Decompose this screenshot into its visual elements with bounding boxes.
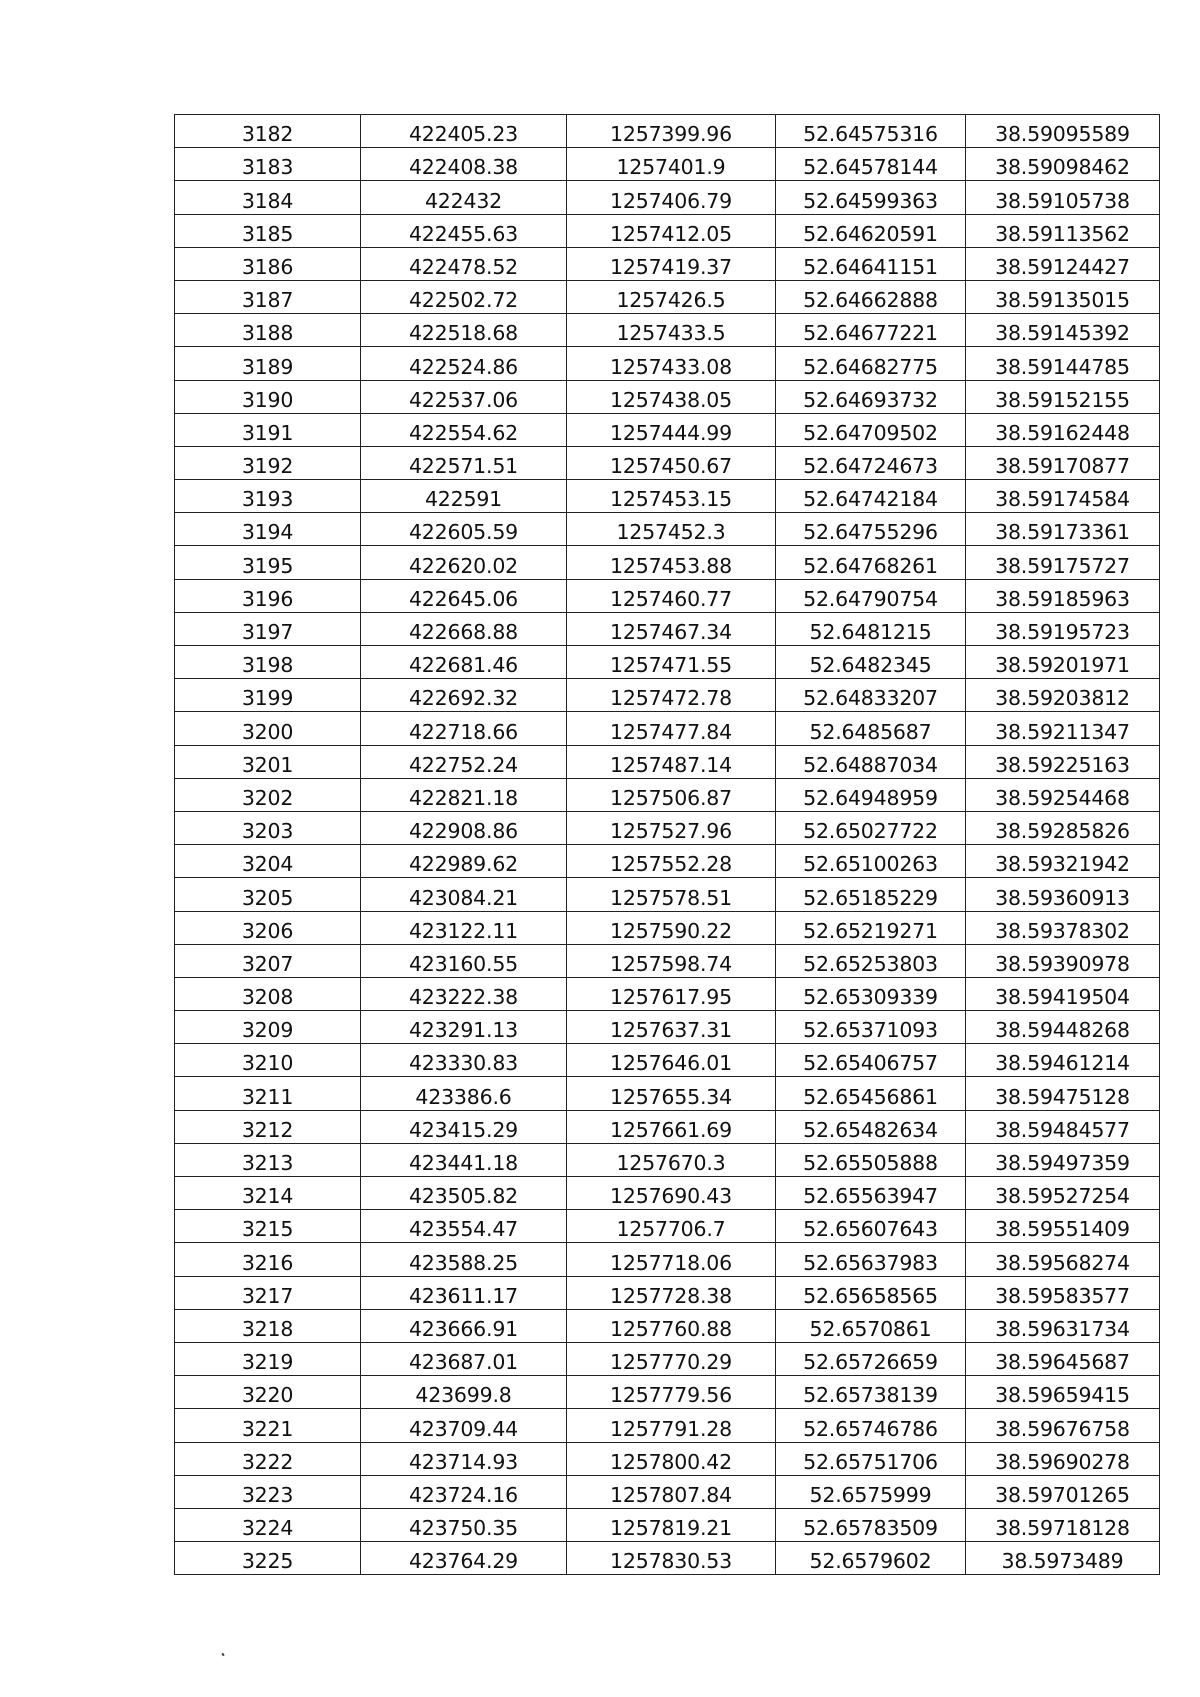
table-row (175, 480, 1160, 513)
y-coordinate-cell: 1257779.56 (567, 1376, 776, 1409)
longitude-cell: 38.59095589 (966, 115, 1160, 148)
table-row (175, 1442, 1160, 1475)
latitude-cell: 52.6570861 (776, 1309, 966, 1342)
y-coordinate-cell: 1257460.77 (567, 579, 776, 612)
y-coordinate-cell: 1257471.55 (567, 646, 776, 679)
table-row (175, 1243, 1160, 1276)
y-coordinate-cell: 1257450.67 (567, 446, 776, 479)
point-number-cell: 3222 (175, 1442, 361, 1475)
y-coordinate-cell: 1257770.29 (567, 1342, 776, 1375)
point-number-cell: 3202 (175, 778, 361, 811)
table-row (175, 811, 1160, 844)
latitude-cell: 52.64768261 (776, 546, 966, 579)
longitude-cell: 38.59174584 (966, 480, 1160, 513)
y-coordinate-cell: 1257433.5 (567, 314, 776, 347)
table-row (175, 181, 1160, 214)
latitude-cell: 52.65783509 (776, 1508, 966, 1541)
point-number-cell: 3220 (175, 1376, 361, 1409)
point-number-cell: 3198 (175, 646, 361, 679)
table-row (175, 712, 1160, 745)
x-coordinate-cell: 423687.01 (361, 1342, 567, 1375)
y-coordinate-cell: 1257706.7 (567, 1210, 776, 1243)
longitude-cell: 38.59254468 (966, 778, 1160, 811)
longitude-cell: 38.59583577 (966, 1276, 1160, 1309)
latitude-cell: 52.65637983 (776, 1243, 966, 1276)
x-coordinate-cell: 422537.06 (361, 380, 567, 413)
point-number-cell: 3187 (175, 280, 361, 313)
longitude-cell: 38.59390978 (966, 944, 1160, 977)
x-coordinate-cell: 422821.18 (361, 778, 567, 811)
table-row (175, 911, 1160, 944)
table-row (175, 347, 1160, 380)
latitude-cell: 52.65751706 (776, 1442, 966, 1475)
x-coordinate-cell: 423386.6 (361, 1077, 567, 1110)
table-row (175, 280, 1160, 313)
table-row (175, 745, 1160, 778)
x-coordinate-cell: 422620.02 (361, 546, 567, 579)
latitude-cell: 52.6575999 (776, 1475, 966, 1508)
y-coordinate-cell: 1257453.15 (567, 480, 776, 513)
latitude-cell: 52.65607643 (776, 1210, 966, 1243)
point-number-cell: 3185 (175, 214, 361, 247)
point-number-cell: 3191 (175, 413, 361, 446)
point-number-cell: 3213 (175, 1143, 361, 1176)
y-coordinate-cell: 1257401.9 (567, 148, 776, 181)
longitude-cell: 38.59145392 (966, 314, 1160, 347)
point-number-cell: 3192 (175, 446, 361, 479)
y-coordinate-cell: 1257655.34 (567, 1077, 776, 1110)
point-number-cell: 3221 (175, 1409, 361, 1442)
x-coordinate-cell: 422668.88 (361, 612, 567, 645)
longitude-cell: 38.59098462 (966, 148, 1160, 181)
x-coordinate-cell: 423699.8 (361, 1376, 567, 1409)
latitude-cell: 52.64724673 (776, 446, 966, 479)
x-coordinate-cell: 422518.68 (361, 314, 567, 347)
table-row (175, 513, 1160, 546)
point-number-cell: 3196 (175, 579, 361, 612)
point-number-cell: 3200 (175, 712, 361, 745)
latitude-cell: 52.65406757 (776, 1044, 966, 1077)
y-coordinate-cell: 1257467.34 (567, 612, 776, 645)
latitude-cell: 52.65185229 (776, 878, 966, 911)
table-row (175, 1110, 1160, 1143)
longitude-cell: 38.59201971 (966, 646, 1160, 679)
x-coordinate-cell: 423222.38 (361, 977, 567, 1010)
longitude-cell: 38.59568274 (966, 1243, 1160, 1276)
table-row (175, 878, 1160, 911)
x-coordinate-cell: 423160.55 (361, 944, 567, 977)
table-row (175, 380, 1160, 413)
table-row (175, 1044, 1160, 1077)
point-number-cell: 3203 (175, 811, 361, 844)
point-number-cell: 3183 (175, 148, 361, 181)
longitude-cell: 38.59676758 (966, 1409, 1160, 1442)
latitude-cell: 52.65100263 (776, 845, 966, 878)
longitude-cell: 38.59497359 (966, 1143, 1160, 1176)
y-coordinate-cell: 1257670.3 (567, 1143, 776, 1176)
longitude-cell: 38.59378302 (966, 911, 1160, 944)
x-coordinate-cell: 423415.29 (361, 1110, 567, 1143)
longitude-cell: 38.5973489 (966, 1542, 1160, 1575)
table-row (175, 612, 1160, 645)
coordinates-table-body (175, 115, 1160, 1575)
longitude-cell: 38.59195723 (966, 612, 1160, 645)
latitude-cell: 52.64742184 (776, 480, 966, 513)
table-row (175, 944, 1160, 977)
y-coordinate-cell: 1257426.5 (567, 280, 776, 313)
longitude-cell: 38.59475128 (966, 1077, 1160, 1110)
x-coordinate-cell: 423084.21 (361, 878, 567, 911)
x-coordinate-cell: 422718.66 (361, 712, 567, 745)
latitude-cell: 52.64755296 (776, 513, 966, 546)
latitude-cell: 52.64620591 (776, 214, 966, 247)
latitude-cell: 52.6482345 (776, 646, 966, 679)
x-coordinate-cell: 422408.38 (361, 148, 567, 181)
table-row (175, 546, 1160, 579)
longitude-cell: 38.59173361 (966, 513, 1160, 546)
table-row (175, 115, 1160, 148)
x-coordinate-cell: 422605.59 (361, 513, 567, 546)
x-coordinate-cell: 423750.35 (361, 1508, 567, 1541)
table-row (175, 1077, 1160, 1110)
latitude-cell: 52.64641151 (776, 247, 966, 280)
longitude-cell: 38.59461214 (966, 1044, 1160, 1077)
point-number-cell: 3204 (175, 845, 361, 878)
y-coordinate-cell: 1257830.53 (567, 1542, 776, 1575)
point-number-cell: 3193 (175, 480, 361, 513)
table-row (175, 247, 1160, 280)
y-coordinate-cell: 1257472.78 (567, 679, 776, 712)
table-row (175, 845, 1160, 878)
latitude-cell: 52.65253803 (776, 944, 966, 977)
latitude-cell: 52.65726659 (776, 1342, 966, 1375)
latitude-cell: 52.65456861 (776, 1077, 966, 1110)
longitude-cell: 38.59225163 (966, 745, 1160, 778)
table-row (175, 1376, 1160, 1409)
point-number-cell: 3212 (175, 1110, 361, 1143)
latitude-cell: 52.64887034 (776, 745, 966, 778)
latitude-cell: 52.65309339 (776, 977, 966, 1010)
latitude-cell: 52.65505888 (776, 1143, 966, 1176)
longitude-cell: 38.59144785 (966, 347, 1160, 380)
latitude-cell: 52.64575316 (776, 115, 966, 148)
point-number-cell: 3207 (175, 944, 361, 977)
x-coordinate-cell: 422502.72 (361, 280, 567, 313)
x-coordinate-cell: 422591 (361, 480, 567, 513)
y-coordinate-cell: 1257590.22 (567, 911, 776, 944)
latitude-cell: 52.64709502 (776, 413, 966, 446)
latitude-cell: 52.64682775 (776, 347, 966, 380)
y-coordinate-cell: 1257412.05 (567, 214, 776, 247)
longitude-cell: 38.59645687 (966, 1342, 1160, 1375)
y-coordinate-cell: 1257399.96 (567, 115, 776, 148)
point-number-cell: 3219 (175, 1342, 361, 1375)
latitude-cell: 52.65746786 (776, 1409, 966, 1442)
y-coordinate-cell: 1257419.37 (567, 247, 776, 280)
point-number-cell: 3189 (175, 347, 361, 380)
point-number-cell: 3184 (175, 181, 361, 214)
x-coordinate-cell: 423291.13 (361, 1011, 567, 1044)
y-coordinate-cell: 1257807.84 (567, 1475, 776, 1508)
x-coordinate-cell: 422692.32 (361, 679, 567, 712)
latitude-cell: 52.6481215 (776, 612, 966, 645)
x-coordinate-cell: 423714.93 (361, 1442, 567, 1475)
table-row (175, 1143, 1160, 1176)
point-number-cell: 3182 (175, 115, 361, 148)
x-coordinate-cell: 423441.18 (361, 1143, 567, 1176)
longitude-cell: 38.59113562 (966, 214, 1160, 247)
y-coordinate-cell: 1257598.74 (567, 944, 776, 977)
x-coordinate-cell: 423666.91 (361, 1309, 567, 1342)
table-row (175, 679, 1160, 712)
point-number-cell: 3201 (175, 745, 361, 778)
point-number-cell: 3208 (175, 977, 361, 1010)
table-row (175, 579, 1160, 612)
longitude-cell: 38.59211347 (966, 712, 1160, 745)
table-row (175, 1177, 1160, 1210)
point-number-cell: 3215 (175, 1210, 361, 1243)
y-coordinate-cell: 1257453.88 (567, 546, 776, 579)
longitude-cell: 38.59659415 (966, 1376, 1160, 1409)
table-row (175, 1309, 1160, 1342)
latitude-cell: 52.64790754 (776, 579, 966, 612)
latitude-cell: 52.6579602 (776, 1542, 966, 1575)
y-coordinate-cell: 1257646.01 (567, 1044, 776, 1077)
y-coordinate-cell: 1257552.28 (567, 845, 776, 878)
latitude-cell: 52.64833207 (776, 679, 966, 712)
y-coordinate-cell: 1257578.51 (567, 878, 776, 911)
y-coordinate-cell: 1257433.08 (567, 347, 776, 380)
latitude-cell: 52.64599363 (776, 181, 966, 214)
table-row (175, 1475, 1160, 1508)
table-row (175, 977, 1160, 1010)
latitude-cell: 52.6485687 (776, 712, 966, 745)
table-row (175, 1276, 1160, 1309)
table-row (175, 446, 1160, 479)
latitude-cell: 52.65738139 (776, 1376, 966, 1409)
x-coordinate-cell: 423588.25 (361, 1243, 567, 1276)
longitude-cell: 38.59135015 (966, 280, 1160, 313)
longitude-cell: 38.59285826 (966, 811, 1160, 844)
longitude-cell: 38.59360913 (966, 878, 1160, 911)
point-number-cell: 3225 (175, 1542, 361, 1575)
point-number-cell: 3188 (175, 314, 361, 347)
table-row (175, 1210, 1160, 1243)
table-row (175, 778, 1160, 811)
longitude-cell: 38.59321942 (966, 845, 1160, 878)
longitude-cell: 38.59690278 (966, 1442, 1160, 1475)
x-coordinate-cell: 422645.06 (361, 579, 567, 612)
x-coordinate-cell: 422405.23 (361, 115, 567, 148)
latitude-cell: 52.64677221 (776, 314, 966, 347)
table-row (175, 214, 1160, 247)
point-number-cell: 3190 (175, 380, 361, 413)
x-coordinate-cell: 423122.11 (361, 911, 567, 944)
y-coordinate-cell: 1257617.95 (567, 977, 776, 1010)
y-coordinate-cell: 1257728.38 (567, 1276, 776, 1309)
latitude-cell: 52.64578144 (776, 148, 966, 181)
x-coordinate-cell: 423554.47 (361, 1210, 567, 1243)
y-coordinate-cell: 1257690.43 (567, 1177, 776, 1210)
x-coordinate-cell: 422478.52 (361, 247, 567, 280)
point-number-cell: 3223 (175, 1475, 361, 1508)
y-coordinate-cell: 1257527.96 (567, 811, 776, 844)
point-number-cell: 3214 (175, 1177, 361, 1210)
x-coordinate-cell: 422989.62 (361, 845, 567, 878)
y-coordinate-cell: 1257661.69 (567, 1110, 776, 1143)
longitude-cell: 38.59105738 (966, 181, 1160, 214)
point-number-cell: 3211 (175, 1077, 361, 1110)
table-row (175, 314, 1160, 347)
longitude-cell: 38.59448268 (966, 1011, 1160, 1044)
y-coordinate-cell: 1257637.31 (567, 1011, 776, 1044)
coordinates-table (174, 114, 1160, 1575)
x-coordinate-cell: 423505.82 (361, 1177, 567, 1210)
longitude-cell: 38.59203812 (966, 679, 1160, 712)
y-coordinate-cell: 1257444.99 (567, 413, 776, 446)
point-number-cell: 3194 (175, 513, 361, 546)
y-coordinate-cell: 1257438.05 (567, 380, 776, 413)
longitude-cell: 38.59718128 (966, 1508, 1160, 1541)
point-number-cell: 3186 (175, 247, 361, 280)
y-coordinate-cell: 1257819.21 (567, 1508, 776, 1541)
point-number-cell: 3197 (175, 612, 361, 645)
longitude-cell: 38.59551409 (966, 1210, 1160, 1243)
latitude-cell: 52.64948959 (776, 778, 966, 811)
y-coordinate-cell: 1257800.42 (567, 1442, 776, 1475)
x-coordinate-cell: 422524.86 (361, 347, 567, 380)
y-coordinate-cell: 1257718.06 (567, 1243, 776, 1276)
x-coordinate-cell: 422455.63 (361, 214, 567, 247)
longitude-cell: 38.59701265 (966, 1475, 1160, 1508)
table-row (175, 148, 1160, 181)
y-coordinate-cell: 1257487.14 (567, 745, 776, 778)
y-coordinate-cell: 1257477.84 (567, 712, 776, 745)
x-coordinate-cell: 422554.62 (361, 413, 567, 446)
latitude-cell: 52.64662888 (776, 280, 966, 313)
point-number-cell: 3205 (175, 878, 361, 911)
longitude-cell: 38.59631734 (966, 1309, 1160, 1342)
x-coordinate-cell: 422752.24 (361, 745, 567, 778)
x-coordinate-cell: 423330.83 (361, 1044, 567, 1077)
y-coordinate-cell: 1257406.79 (567, 181, 776, 214)
x-coordinate-cell: 423764.29 (361, 1542, 567, 1575)
longitude-cell: 38.59185963 (966, 579, 1160, 612)
latitude-cell: 52.64693732 (776, 380, 966, 413)
table-row (175, 1409, 1160, 1442)
latitude-cell: 52.65027722 (776, 811, 966, 844)
x-coordinate-cell: 423709.44 (361, 1409, 567, 1442)
table-row (175, 1542, 1160, 1575)
y-coordinate-cell: 1257452.3 (567, 513, 776, 546)
longitude-cell: 38.59527254 (966, 1177, 1160, 1210)
point-number-cell: 3217 (175, 1276, 361, 1309)
table-row (175, 646, 1160, 679)
latitude-cell: 52.65563947 (776, 1177, 966, 1210)
point-number-cell: 3199 (175, 679, 361, 712)
latitude-cell: 52.65219271 (776, 911, 966, 944)
longitude-cell: 38.59175727 (966, 546, 1160, 579)
longitude-cell: 38.59484577 (966, 1110, 1160, 1143)
point-number-cell: 3216 (175, 1243, 361, 1276)
latitude-cell: 52.65482634 (776, 1110, 966, 1143)
point-number-cell: 3210 (175, 1044, 361, 1077)
point-number-cell: 3218 (175, 1309, 361, 1342)
point-number-cell: 3195 (175, 546, 361, 579)
point-number-cell: 3206 (175, 911, 361, 944)
y-coordinate-cell: 1257506.87 (567, 778, 776, 811)
x-coordinate-cell: 423611.17 (361, 1276, 567, 1309)
table-row (175, 1508, 1160, 1541)
stray-mark (221, 1653, 224, 1657)
point-number-cell: 3224 (175, 1508, 361, 1541)
x-coordinate-cell: 422681.46 (361, 646, 567, 679)
x-coordinate-cell: 423724.16 (361, 1475, 567, 1508)
table-row (175, 1011, 1160, 1044)
table-row (175, 1342, 1160, 1375)
longitude-cell: 38.59152155 (966, 380, 1160, 413)
x-coordinate-cell: 422571.51 (361, 446, 567, 479)
x-coordinate-cell: 422432 (361, 181, 567, 214)
latitude-cell: 52.65658565 (776, 1276, 966, 1309)
point-number-cell: 3209 (175, 1011, 361, 1044)
latitude-cell: 52.65371093 (776, 1011, 966, 1044)
longitude-cell: 38.59419504 (966, 977, 1160, 1010)
longitude-cell: 38.59124427 (966, 247, 1160, 280)
y-coordinate-cell: 1257791.28 (567, 1409, 776, 1442)
table-row (175, 413, 1160, 446)
longitude-cell: 38.59162448 (966, 413, 1160, 446)
y-coordinate-cell: 1257760.88 (567, 1309, 776, 1342)
x-coordinate-cell: 422908.86 (361, 811, 567, 844)
longitude-cell: 38.59170877 (966, 446, 1160, 479)
